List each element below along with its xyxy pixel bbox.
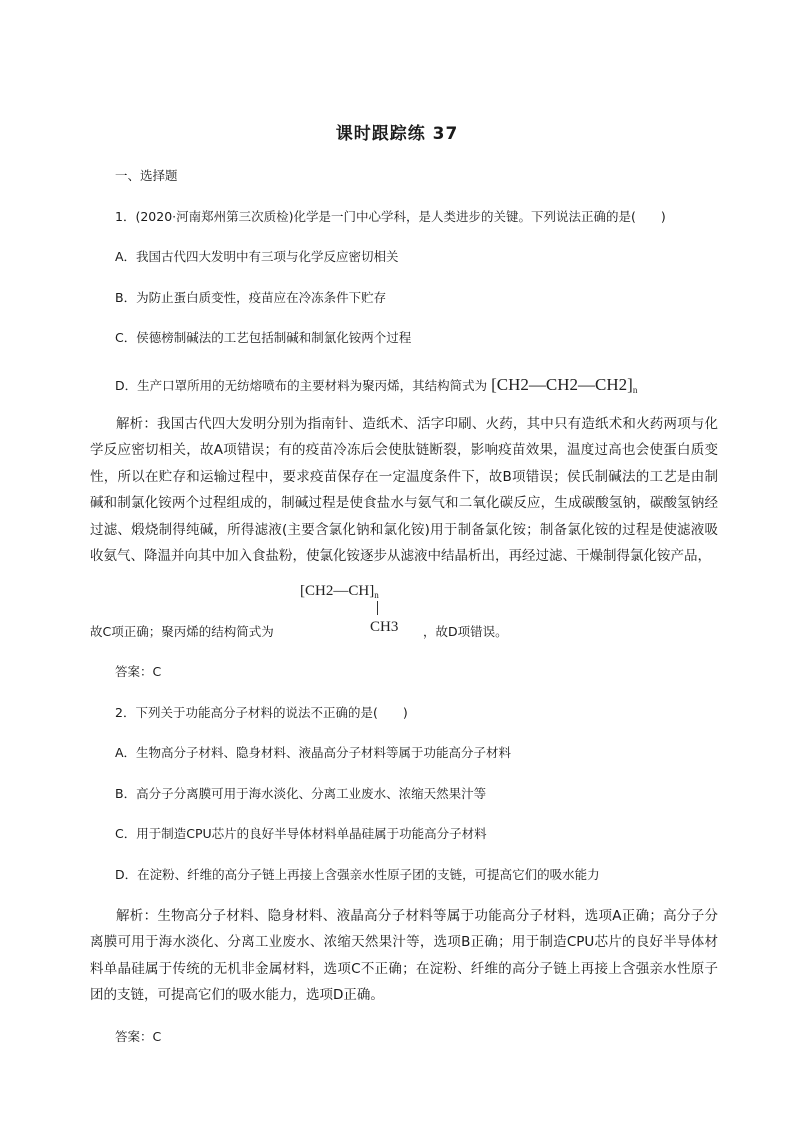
page-title: 课时跟踪练 37: [335, 124, 459, 144]
section-heading: 一、选择题: [115, 168, 178, 183]
q2-stem: 2．下列关于功能高分子材料的说法不正确的是( ): [115, 705, 408, 720]
q2-option-a: A．生物高分子材料、隐身材料、液晶高分子材料等属于功能高分子材料: [115, 745, 512, 760]
polypropylene-wrong-formula: [CH2—CH2—CH2]n: [491, 375, 638, 395]
q1-option-d: [115, 377, 637, 398]
formula-bond-line: [377, 601, 378, 615]
polypropylene-formula: $[CH2—CH]_n$: [300, 583, 379, 600]
formula-methyl-group: CH3: [370, 619, 399, 635]
q2-option-d: D．在淀粉、纤维的高分子链上再接上含强亲水性原子团的支链，可提高它们的吸水能力: [115, 867, 600, 882]
q2-option-c: C．用于制造CPU芯片的良好半导体材料单晶硅属于功能高分子材料: [115, 826, 487, 841]
q1-option-c: C．侯德榜制碱法的工艺包括制碱和制氯化铵两个过程: [115, 330, 412, 345]
q1-answer: 答案：C: [115, 664, 162, 679]
q2-answer: 答案：C: [115, 1029, 162, 1044]
q1-analysis: [90, 411, 718, 569]
q1-analysis-end-text: 故C项正确；聚丙烯的结构简式为: [90, 624, 274, 639]
q2-analysis: [90, 903, 718, 1009]
q1-option-a: A．我国古代四大发明中有三项与化学反应密切相关: [115, 249, 399, 264]
q1-stem: 1．(2020·河南郑州第三次质检)化学是一门中心学科，是人类进步的关键。下列说法正确的是( ): [115, 209, 666, 224]
q1-option-b: B．为防止蛋白质变性，疫苗应在冷冻条件下贮存: [115, 290, 387, 305]
q2-option-b: B．高分子分离膜可用于海水淡化、分离工业废水、浓缩天然果汁等: [115, 786, 487, 801]
q1-option-d-text: D．生产口罩所用的无纺熔喷布的主要材料为聚丙烯，其结构简式为: [115, 378, 488, 393]
q2-analysis-text: 解析：生物高分子材料、隐身材料、液晶高分子材料等属于功能高分子材料，选项A正确；高分子分离膜可用于海水淡化、分离工业废水、浓缩天然果汁等，选项B正确；用于制造CPU芯片的良好半导体材料单晶硅属于传统的无机非金属材料，选项C不正确；在淀粉、纤维的高分子链上再接上含强亲水性原子团的支链，可提高它们的吸水能力，选项D正确。: [90, 908, 718, 1004]
q1-analysis-end-text-2: ，故D项错误。: [423, 624, 508, 639]
q1-analysis-text: 解析：我国古代四大发明分别为指南针、造纸术、活字印刷、火药，其中只有造纸术和火药两项与化学反应密切相关，故A项错误；有的疫苗冷冻后会使肽链断裂，影响疫苗效果，温度过高也会使蛋白质变性，所以在贮存和运输过程中，要求疫苗保存在一定温度条件下，故B项错误；侯氏制碱法的工艺是由制碱和制氯化铵两个过程组成的，制碱过程是使食盐水与氨气和二氧化碳反应，生成碳酸氢钠，碳酸氢钠经过滤、煅烧制得纯碱，所得滤液(主要含氯化钠和氯化铵)用于制备氯化铵；制备氯化铵的过程是使滤液吸收氨气、降温并向其中加入食盐粉，使氯化铵逐步从滤液中结晶析出，再经过滤、干燥制得氯化铵产品，: [90, 416, 718, 565]
